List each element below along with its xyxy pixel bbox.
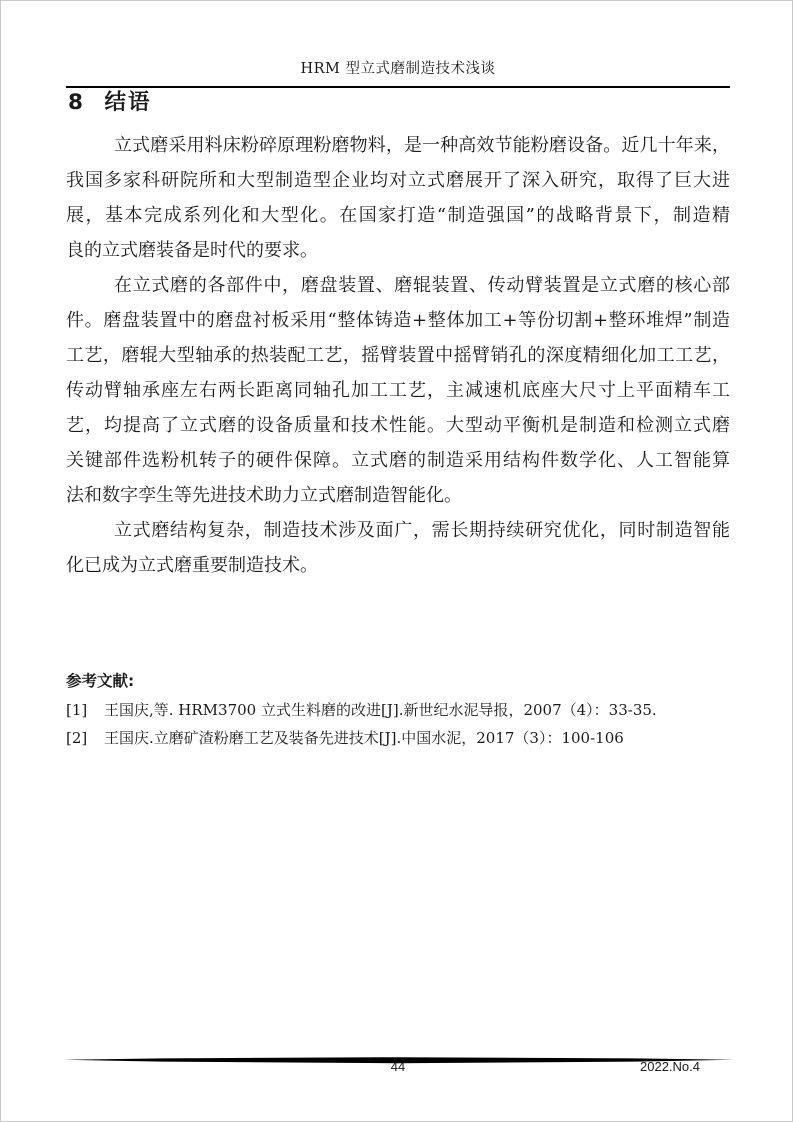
paragraph-2-line-7: 法和数字孪生等先进技术助力立式磨制造智能化。 xyxy=(66,485,462,506)
reference-list xyxy=(66,696,730,752)
paragraph-2-line-4: 传动臂轴承座左右两长距离同轴孔加工工艺，主减速机底座大尺寸上平面精车工 xyxy=(66,380,730,401)
header-rule xyxy=(66,86,730,88)
reference-item-1 xyxy=(66,696,730,724)
footer-rule xyxy=(63,1049,734,1056)
section-title: 结语 xyxy=(104,90,152,115)
paragraph-2-line-5: 艺，均提高了立式磨的设备质量和技术性能。大型动平衡机是制造和检测立式磨 xyxy=(66,415,730,436)
paragraph-2-line-3: 工艺，磨辊大型轴承的热装配工艺，摇臂装置中摇臂销孔的深度精细化加工工艺， xyxy=(66,345,730,366)
reference-number: [1] xyxy=(66,701,88,719)
running-header-title: HRM 型立式磨制造技术浅谈 xyxy=(300,61,496,77)
paragraph-3-line-2: 化已成为立式磨重要制造技术。 xyxy=(66,555,318,576)
references-section xyxy=(66,669,730,752)
section-heading xyxy=(68,89,151,117)
paragraph-1-line-1: 立式磨采用料床粉碎原理粉磨物料，是一种高效节能粉磨设备。近几十年来， xyxy=(114,135,730,156)
paragraph-1-line-4: 良的立式磨装备是时代的要求。 xyxy=(66,240,318,261)
paragraph-1-line-2: 我国多家科研院所和大型制造型企业均对立式磨展开了深入研究，取得了巨大进 xyxy=(66,170,730,191)
paragraph-2-line-2: 件。磨盘装置中的磨盘衬板采用“整体铸造+整体加工+等份切割+整环堆焊”制造 xyxy=(66,310,730,331)
paragraph-1-line-3: 展，基本完成系列化和大型化。在国家打造“制造强国”的战略背景下，制造精 xyxy=(66,205,730,226)
body-text xyxy=(66,128,730,583)
paragraph-3-line-1: 立式磨结构复杂，制造技术涉及面广，需长期持续研究优化，同时制造智能 xyxy=(114,520,730,541)
reference-text: 王国庆.立磨矿渣粉磨工艺及装备先进技术[J].中国水泥，2017（3）：100-106 xyxy=(104,729,624,747)
footer-issue-label: 2022.No.4 xyxy=(640,1059,700,1074)
references-heading: 参考文献: xyxy=(66,672,135,690)
paragraph-2-line-6: 关键部件选粉机转子的硬件保障。立式磨的制造采用结构件数学化、人工智能算 xyxy=(66,450,730,471)
section-number: 8 xyxy=(68,90,83,115)
footer-page-number: 44 xyxy=(390,1059,406,1074)
paragraph-2-line-1: 在立式磨的各部件中，磨盘装置、磨辊装置、传动臂装置是立式磨的核心部 xyxy=(114,275,730,296)
reference-number: [2] xyxy=(66,729,88,747)
reference-text: 王国庆,等. HRM3700 立式生料磨的改进[J].新世纪水泥导报，2007（4）：33-35. xyxy=(104,701,657,719)
reference-item-2 xyxy=(66,724,730,752)
